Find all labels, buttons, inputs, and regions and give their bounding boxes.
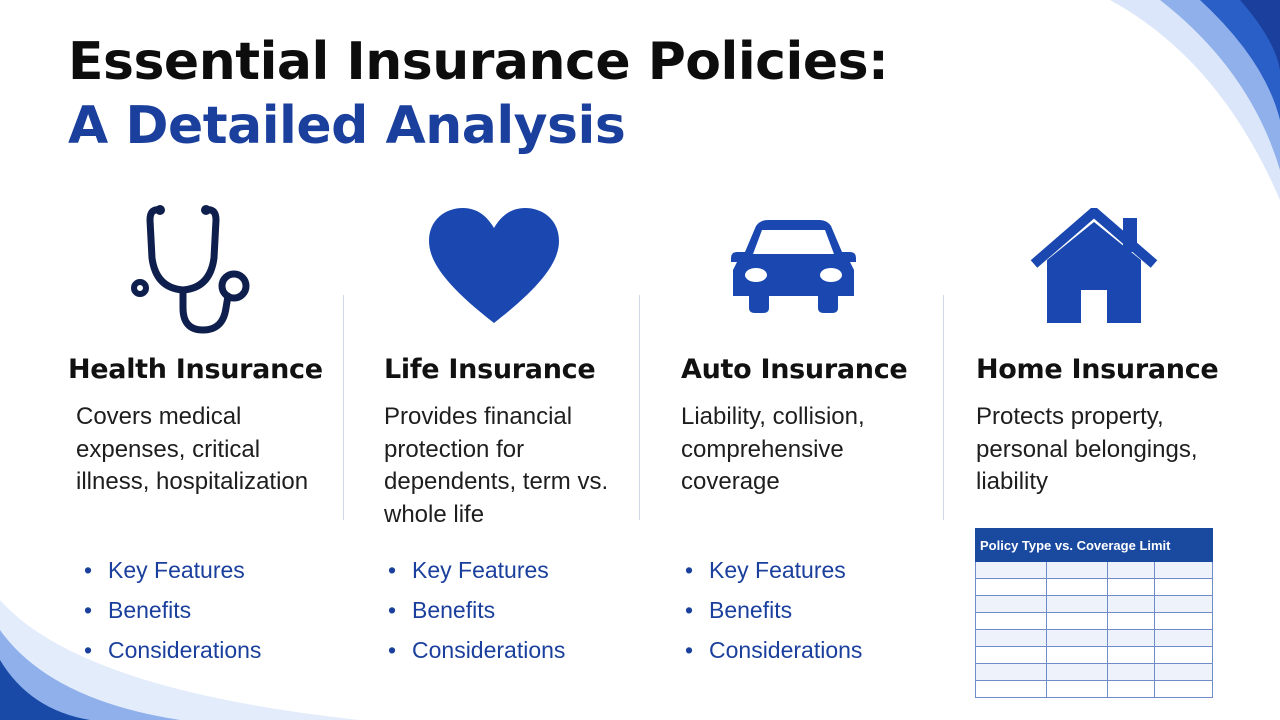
home-insurance-card bbox=[976, 195, 1246, 499]
health-insurance-card bbox=[68, 195, 338, 663]
column-heading: Health Insurance bbox=[68, 354, 323, 385]
table-row bbox=[976, 613, 1213, 630]
feature-item: • Key Features bbox=[685, 550, 862, 590]
table-header: Policy Type vs. Coverage Limit bbox=[976, 529, 1213, 562]
heart-icon bbox=[384, 195, 604, 340]
column-divider bbox=[343, 295, 344, 520]
policy-comparison-table bbox=[975, 528, 1213, 698]
page-title bbox=[68, 30, 888, 158]
table-row bbox=[976, 681, 1213, 698]
auto-insurance-card bbox=[681, 195, 951, 663]
column-description: Covers medical expenses, critical illness, hospitalization bbox=[76, 403, 309, 495]
table-row bbox=[976, 664, 1213, 681]
column-heading: Auto Insurance bbox=[681, 354, 908, 385]
feature-item: • Key Features bbox=[388, 550, 565, 590]
feature-item: • Considerations bbox=[685, 630, 862, 670]
feature-list bbox=[685, 550, 862, 670]
column-description: Liability, collision, comprehensive coverage bbox=[681, 403, 865, 495]
page-title-line-2: A Detailed Analysis bbox=[68, 96, 626, 156]
feature-item: • Benefits bbox=[388, 590, 565, 630]
feature-list bbox=[84, 550, 261, 670]
table-row bbox=[976, 562, 1213, 579]
table-row bbox=[976, 630, 1213, 647]
feature-list bbox=[388, 550, 565, 670]
feature-item: • Key Features bbox=[84, 550, 261, 590]
column-heading: Life Insurance bbox=[384, 354, 596, 385]
page-title-line-1: Essential Insurance Policies: bbox=[68, 32, 889, 92]
column-description: Protects property, personal belongings, liability bbox=[976, 403, 1198, 495]
table-row bbox=[976, 596, 1213, 613]
column-description: Provides financial protection for dependents, term vs. whole life bbox=[384, 403, 609, 528]
table-row bbox=[976, 647, 1213, 664]
feature-item: • Considerations bbox=[388, 630, 565, 670]
stethoscope-icon bbox=[68, 195, 318, 340]
car-icon bbox=[681, 195, 906, 340]
table-row bbox=[976, 579, 1213, 596]
feature-item: • Benefits bbox=[685, 590, 862, 630]
feature-item: • Benefits bbox=[84, 590, 261, 630]
feature-item: • Considerations bbox=[84, 630, 261, 670]
life-insurance-card bbox=[384, 195, 654, 663]
house-icon bbox=[976, 195, 1211, 340]
column-heading: Home Insurance bbox=[976, 354, 1219, 385]
